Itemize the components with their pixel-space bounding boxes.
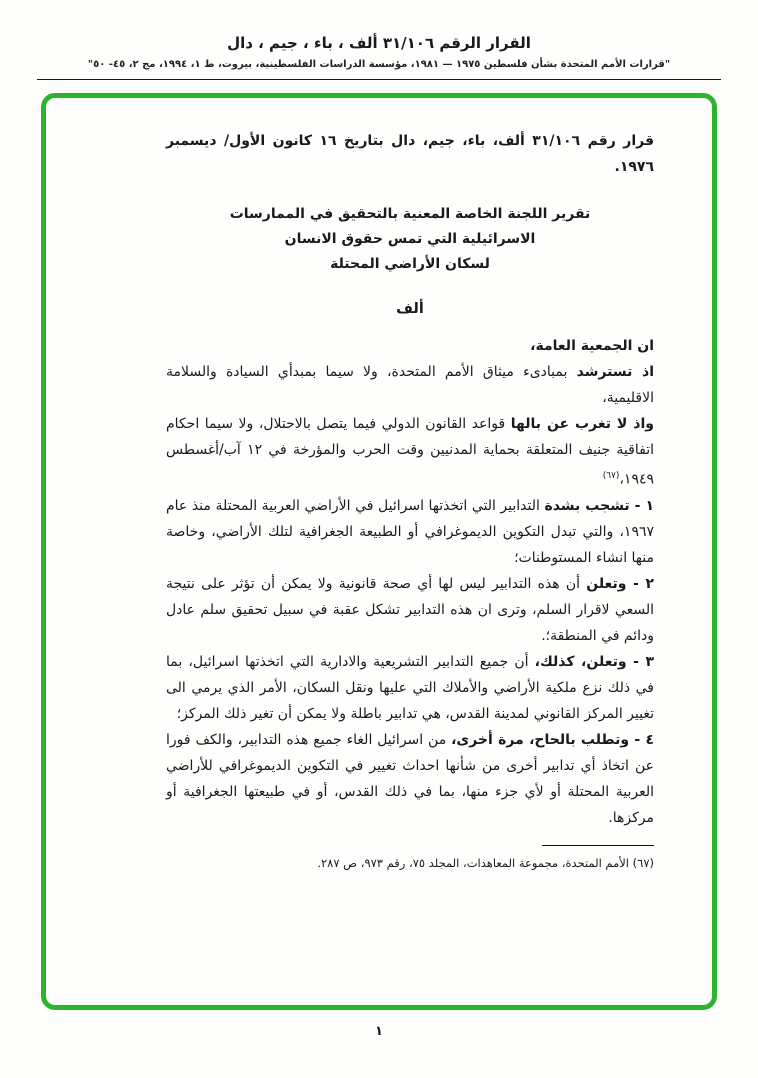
- paragraph-text: أن جميع التدابير التشريعية والادارية التي اتخذتها اسرائيل، بما في ذلك نزع ملكية الأراضي والأملاك التي عليها ونقل السكان، الأمر الذي يرمي الى تغيير المركز القانوني لمدينة القدس، هي تدابير باطلة ولا يمكن أن تغير ذلك المركز؛: [166, 653, 654, 722]
- paragraph-text: قواعد القانون الدولي فيما يتصل بالاحتلال، ولا سيما احكام اتفاقية جنيف المتعلقة بحماية المدنيين وقت الحرب والمؤرخة في ١٢ آب/أغسطس ١٩٤٩،: [166, 416, 654, 488]
- paragraph-lead: ٤ - وتطلب بالحاح، مرة أخرى،: [451, 731, 654, 748]
- paragraph-text: بمبادىء ميثاق الأمم المتحدة، ولا سيما بمبدأي السيادة والسلامة الاقليمية،: [166, 364, 654, 406]
- document-body: [46, 98, 712, 1005]
- preamble-opening: [166, 333, 654, 359]
- paragraph-text: من اسرائيل الغاء جميع هذه التدابير، والكف فورا عن اتخاذ أي تدابير أخرى من شأنها احداث تغيير في التكوين الديموغرافي للأراضي العربية المحتلة أو لأي جزء منها، بما في ذلك القدس، أو في طبيعتها الجغرافية أو مركزها.: [166, 731, 654, 826]
- preamble-paragraph-guided: [166, 359, 654, 411]
- report-heading: [166, 202, 654, 277]
- heading-line-3: لسكان الأراضي المحتلة: [330, 256, 490, 272]
- bottom-spacer: [166, 873, 654, 997]
- paragraph-lead: ١ - تشجب بشدة: [544, 497, 654, 514]
- footnote-ref: (٦٧): [602, 471, 620, 481]
- document-source-line: "قرارات الأمم المتحدة بشأن فلسطين ١٩٧٥ — ١٩٨١، مؤسسة الدراسات الفلسطينية، بيروت، ط ١، ١٩٩٤، مج ٢، ٤٥- ٥٠": [87, 59, 671, 70]
- footnote-divider: [542, 845, 654, 846]
- resolution-intro: قرار رقم ٣١/١٠٦ ألف، باء، جيم، دال بتاريخ ١٦ كانون الأول/ ديسمبر ١٩٧٦.: [166, 133, 654, 175]
- paragraph-lead: ان الجمعية العامة،: [530, 338, 654, 354]
- paragraph-lead: واذ لا تغرب عن بالها: [510, 416, 654, 432]
- paragraph-lead: اذ تسترشد: [576, 364, 654, 380]
- heading-line-2: الاسرائيلية التي تمس حقوق الانسان: [284, 231, 536, 247]
- page-header: [0, 0, 758, 80]
- operative-paragraph-4: [166, 727, 654, 831]
- footnote: (٦٧) الأمم المتحدة، مجموعة المعاهدات، المجلد ٧٥، رقم ٩٧٣، ص ٢٨٧.: [317, 855, 654, 870]
- document-title: القرار الرقم ٣١/١٠٦ ألف ، باء ، جيم ، دال: [227, 34, 531, 52]
- paragraph-lead: ٣ - وتعلن، كذلك،: [534, 653, 655, 670]
- content-frame: [41, 93, 717, 1010]
- operative-paragraph-1: [166, 493, 654, 571]
- operative-paragraph-2: [166, 571, 654, 649]
- paragraph-lead: ٢ - وتعلن: [586, 575, 654, 592]
- paragraph-text: أن هذه التدابير ليس لها أي صحة قانونية ولا يمكن أن تؤثر على نتيجة السعي لاقرار السلم، وترى ان هذه التدابير تشكل عقبة في سبيل تحقيق سلم عادل ودائم في المنطقة؛.: [166, 575, 654, 644]
- preamble-paragraph-mindful: [166, 411, 654, 493]
- paragraph-text: التدابير التي اتخذتها اسرائيل في الأراضي العربية المحتلة منذ عام ١٩٦٧، والتي تبدل التكوين الديموغرافي أو الطبيعة الجغرافية لتلك الأراضي، وخاصة منها انشاء المستوطنات؛: [166, 497, 654, 566]
- heading-line-1: تقرير اللجنة الخاصة المعنية بالتحقيق في الممارسات: [229, 206, 591, 222]
- operative-paragraph-3: [166, 649, 654, 727]
- header-divider: [37, 79, 721, 80]
- section-letter: ألف: [396, 301, 424, 317]
- page-number: ١: [375, 1024, 383, 1039]
